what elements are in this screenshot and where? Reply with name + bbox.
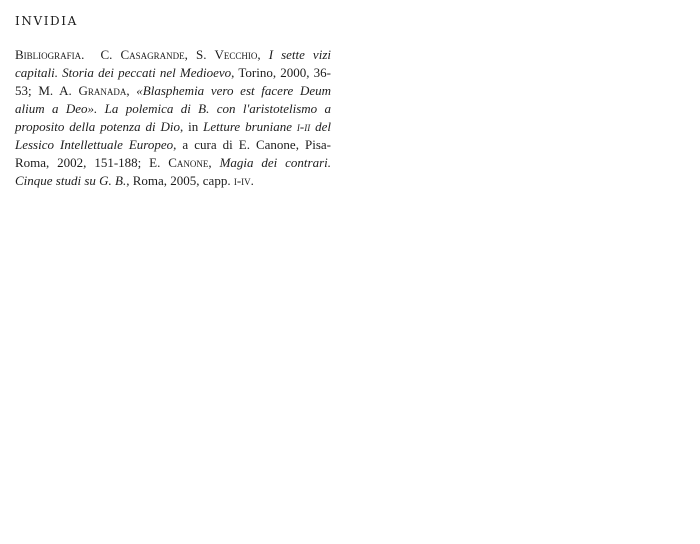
entry1-coauthor-initial: S.	[195, 47, 207, 62]
entry2-series-volume: i-ii	[296, 119, 311, 134]
entry2-in: , in	[179, 119, 199, 134]
entry2-sep: ,	[126, 83, 130, 98]
entry1-author-initial: C.	[100, 47, 113, 62]
running-head: INVIDIA	[15, 14, 78, 28]
entry2-author-initials: M. A.	[38, 83, 72, 98]
entry3-author-name: Canone	[168, 155, 209, 170]
entry3-end: .	[250, 173, 254, 188]
entry2-series: Letture bruniane	[203, 119, 293, 134]
entry2-title: «Blasphemia vero est facere Deum alium a Deo». La polemica di B. con l'aristotelismo a proposito della potenza di Dio	[15, 83, 332, 134]
entry2-author-name: Granada	[78, 83, 127, 98]
bibliography-paragraph	[15, 46, 331, 190]
entry1-publication: , Torino, 2000, 36-53;	[15, 65, 331, 98]
entry1-coauthor-name: Vecchio	[214, 47, 258, 62]
entry3-author-initial: E.	[149, 155, 161, 170]
entry3-title: Magia dei contrari. Cinque studi su G. B.	[15, 155, 332, 188]
entry3-chapters: i-iv	[233, 173, 251, 188]
entry2-publication: , a cura di E. Canone, Pisa-Roma, 2002, 151-188;	[15, 137, 331, 170]
bibliography-label: Bibliografia.	[15, 47, 85, 62]
entry1-title-sep: ,	[257, 47, 261, 62]
entry2-series-rest: del Lessico Intellettuale Europeo	[15, 119, 332, 152]
entry3-publication: , Roma, 2005, capp.	[126, 173, 231, 188]
entry3-sep: ,	[208, 155, 212, 170]
entry1-author-name: Casagrande	[120, 47, 185, 62]
entry1-sep: ,	[184, 47, 188, 62]
entry1-title: I sette vizi capitali. Storia dei peccati nel Medioevo	[15, 47, 331, 80]
